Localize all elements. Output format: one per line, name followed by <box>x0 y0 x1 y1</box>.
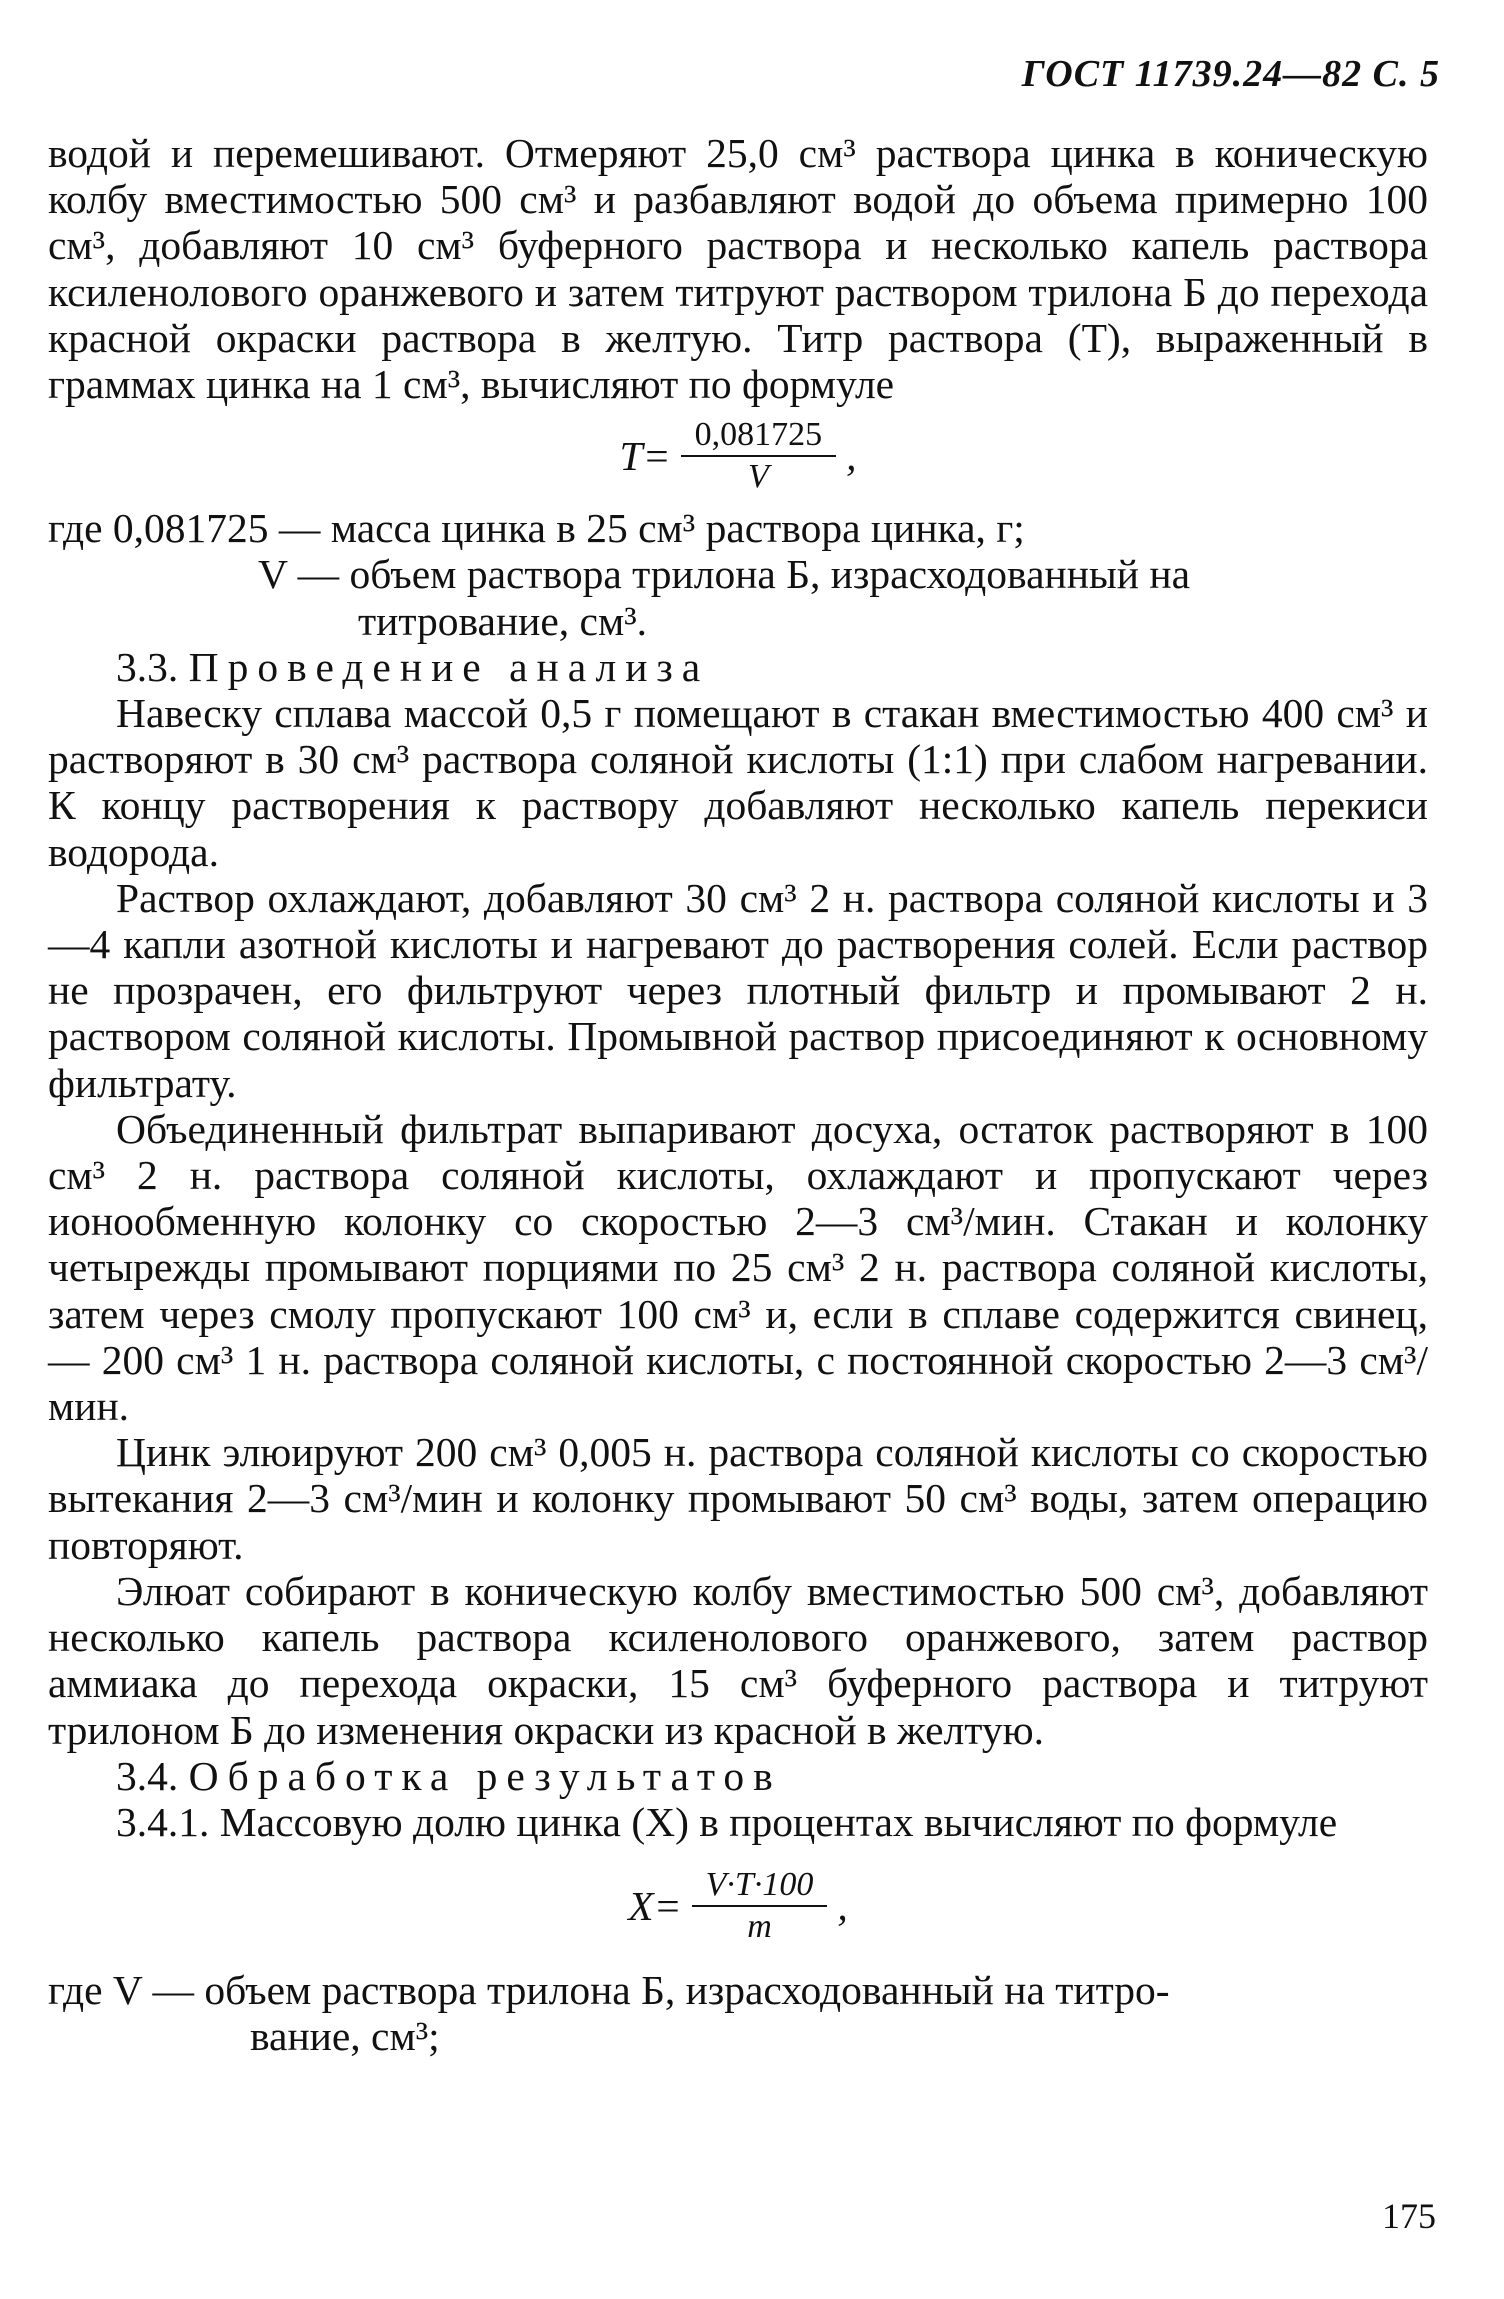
formula-mass-tail: , <box>837 1883 848 1929</box>
formula-mass-fraction-bar <box>692 1865 828 1947</box>
section-title: Обработка результатов <box>188 1752 782 1799</box>
paragraph: Цинк элюируют 200 см³ 0,005 н. раствора соляной кислоты со скоростью вытекания 2—3 см³/мин и колонку промывают 50 см³ воды, затем операцию повторяют. <box>48 1429 1428 1568</box>
paragraph-3-4-1: 3.4.1. Массовую долю цинка (X) в процентах вычисляют по формуле <box>116 1798 1338 1845</box>
section-number: 3.3. <box>116 643 179 690</box>
definition-line: где 0,081725 — масса цинка в 25 см³ раствора цинка, г; <box>48 505 1025 552</box>
paragraph: Навеску сплава массой 0,5 г помещают в стакан вместимостью 400 см³ и растворяют в 30 см³ раствора соляной кислоты (1:1) при слабом нагревании. К концу растворения к раствору добавляют несколько капель перекиси водорода. <box>48 690 1428 875</box>
definitions-titre <box>48 505 1428 644</box>
definition-line: титрование, см³. <box>358 597 648 644</box>
body-text <box>48 130 1428 2060</box>
section-heading-3-4 <box>48 1753 1428 1799</box>
page-number: 175 <box>1382 2196 1436 2236</box>
formula-titre-lhs: T= <box>619 433 671 480</box>
paragraph: Раствор охлаждают, добавляют 30 см³ 2 н. раствора соляной кислоты и 3—4 капли азотной кислоты и нагревают до растворения солей. Если раствор не прозрачен, его фильтруют через плотный фильтр и промывают 2 н. раствором соляной кислоты. Промывной раствор присоединяют к основному фильтрату. <box>48 874 1428 1106</box>
definitions-mass <box>48 1967 1428 2059</box>
definition-line: V — объем раствора трилона Б, израсходованный на <box>258 551 1191 598</box>
formula-mass-denominator: m <box>747 1908 772 1946</box>
section-heading-3-3 <box>48 644 1428 690</box>
page-header: ГОСТ 11739.24—82 С. 5 <box>1021 53 1440 95</box>
formula-mass-lhs: X= <box>628 1883 682 1929</box>
formula-titre-denominator: V <box>747 458 769 496</box>
formula-titre-tail: , <box>846 433 857 480</box>
section-title: Проведение анализа <box>188 643 710 690</box>
paragraph: Элюат собирают в коническую колбу вместимостью 500 см³, добавляют несколько капель раствора ксиленолового оранжевого, затем раствор аммиака до перехода окраски, 15 см³ буферного раствора и титруют трилоном Б до изменения окраски из красной в желтую. <box>48 1567 1428 1753</box>
formula-mass-fraction <box>48 1865 1428 1947</box>
formula-titre <box>48 415 1428 497</box>
formula-titre-fraction <box>681 415 837 497</box>
formula-titre-numerator: 0,081725 <box>681 415 837 457</box>
formula-mass-numerator: V·T·100 <box>692 1865 828 1907</box>
section-number: 3.4. <box>116 1752 179 1799</box>
paragraph: Объединенный фильтрат выпаривают досуха, остаток растворяют в 100 см³ 2 н. раствора соляной кислоты, охлаждают и пропускают через ионообменную колонку со скоростью 2—3 см³/мин. Стакан и колонку четырежды промывают порциями по 25 см³ 2 н. раствора соляной кислоты, затем через смолу пропускают 100 см³ и, если в сплаве содержится свинец, — 200 см³ 1 н. раствора соляной кислоты, с постоянной скоростью 2—3 см³/мин. <box>48 1105 1428 1430</box>
definition-line: вание, см³; <box>250 2013 440 2060</box>
definition-line: где V — объем раствора трилона Б, израсходованный на титро- <box>48 1967 1170 2014</box>
paragraph-intro: водой и перемешивают. Отмеряют 25,0 см³ раствора цинка в коническую колбу вместимостью 500 см³ и разбавляют водой до объема примерно 100 см³, добавляют 10 см³ буферного раствора и несколько капель раствора ксиленолового оранжевого и затем титруют раствором трилона Б до перехода красной окраски раствора в желтую. Титр раствора (Т), выраженный в граммах цинка на 1 см³, вычисляют по формуле <box>48 130 1428 408</box>
